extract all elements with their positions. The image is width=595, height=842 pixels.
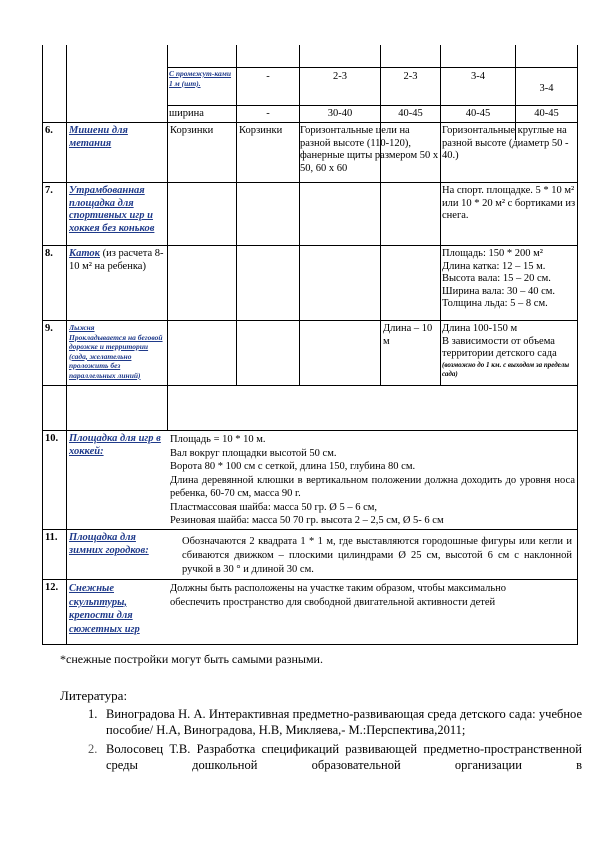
- list-item: [88, 706, 582, 738]
- row-spec: [442, 323, 577, 380]
- spec-line: Площадь: 150 * 200 м²: [442, 248, 543, 259]
- row-cell: Длина – 10 м: [383, 323, 433, 347]
- spec-line: Длина катка: 12 – 15 м.: [442, 260, 546, 272]
- width-value: -: [266, 108, 270, 119]
- spacing-value: 3-4: [539, 83, 554, 94]
- width-value: 40-45: [398, 108, 423, 119]
- spacing-label: С промежут-ками 1 м (шт).: [169, 69, 232, 88]
- row-name: Лыжня: [69, 323, 95, 332]
- row-text: Должны быть расположены на участке таким образом, чтобы максимально обеспечить пространство для свободной двигательной активности детей: [170, 583, 507, 608]
- row-name: Снежные скульптуры, крепости для сюжетных игр: [69, 583, 140, 635]
- row-name: Площадка для зимних городков:: [69, 532, 149, 556]
- row-number: 9.: [45, 323, 53, 334]
- spec-line: Толщина льда: 5 – 8 см.: [442, 298, 548, 310]
- item-text: Волосовец Т.В. Разработка спецификаций развивающей предметно-пространственной среды дошкольной образовательной организации в: [106, 742, 582, 772]
- spec-line: В зависимости от объема территории детского сада: [442, 335, 557, 360]
- text-line: Вал вокруг площадки высотой 50 см.: [170, 447, 337, 459]
- spec-line: (возможно до 1 км. с выходом за пределы сада): [442, 360, 570, 379]
- width-value: 30-40: [327, 108, 353, 119]
- text-line: Пластмассовая шайба: масса 50 гр. Ø 5 – 6 см,: [170, 501, 378, 513]
- row-text: Обозначаются 2 квадрата 1 * 1 м, где выставляются городошные фигуры или кегли и сбиваются движком – плоскими цилиндрами Ø 25 см, высотой 6 см с наклонной ручкой в 30 ° и длиной 30 см.: [182, 536, 572, 575]
- spec-line: Высота вала: 15 – 20 см.: [442, 273, 551, 285]
- row-number: 10.: [45, 433, 59, 444]
- spacing-value: 2-3: [403, 71, 418, 82]
- spec-line: Ширина вала: 30 – 40 см.: [442, 285, 556, 297]
- list-item: [88, 741, 582, 773]
- row-number: 12.: [45, 582, 59, 593]
- width-value: 40-45: [534, 108, 559, 119]
- width-value: 40-45: [465, 108, 491, 119]
- literature-list: [74, 706, 582, 776]
- row-cell: Корзинки: [170, 125, 214, 136]
- row-name-wrap: [69, 248, 165, 273]
- row-name-note: Прокладывается на беговой дорожке и территории (сада, желательно проложить без параллельных линий): [69, 332, 163, 380]
- row-number: 7.: [45, 185, 53, 196]
- text-line: Ворота 80 * 100 см с сеткой, длина 150, глубина 80 см.: [170, 461, 416, 472]
- row-name-note: (из расчета 8-10 м² на ребенка): [69, 248, 164, 272]
- item-number: 2.: [88, 742, 98, 756]
- row-cell: Горизонтальные цели на разной высоте (110-120), фанерные щиты размером 50 х 50, 60 х 60: [300, 125, 439, 174]
- text-line: Резиновая шайба: масса 50 70 гр. высота 2 – 2,5 см, Ø 5- 6 см: [170, 515, 444, 526]
- row-name-wrap: [69, 323, 165, 380]
- row-number: 11.: [45, 532, 58, 543]
- row-name: Мишени для метания: [69, 125, 128, 149]
- row-spec: [442, 248, 577, 311]
- spacing-value: 3-4: [471, 71, 485, 82]
- spec-line: Длина 100-150 м: [442, 323, 518, 334]
- row-name: Утрамбованная площадка для спортивных игр и хоккея без коньков: [69, 185, 155, 234]
- equipment-table: [42, 45, 578, 645]
- footnote: *снежные постройки могут быть самыми разными.: [60, 652, 323, 666]
- text-line: Площадь = 10 * 10 м.: [170, 434, 266, 445]
- row-number: 6.: [45, 125, 53, 136]
- row-name: Каток: [69, 248, 100, 259]
- item-number: 1.: [88, 707, 98, 721]
- width-label: ширина: [169, 108, 204, 119]
- text-line: Длина деревянной клюшки в вертикальном положении должна доходить до уровня носа ребенка, 60-70 см, масса 90 г.: [170, 474, 575, 499]
- spacing-value: -: [266, 71, 270, 82]
- spacing-value: 2-3: [333, 71, 347, 82]
- row-number: 8.: [45, 248, 53, 259]
- row-spec: На спорт. площадке. 5 * 10 м² или 10 * 20 м² с бортиками из снега.: [442, 185, 576, 222]
- row-cell: Корзинки: [239, 125, 283, 136]
- literature-title: Литература:: [60, 688, 128, 703]
- row-text: [170, 433, 575, 528]
- row-cell: Горизонтальные круглые на разной высоте (диаметр 50 - 40.): [442, 125, 569, 162]
- row-name: Площадка для игр в хоккей:: [69, 433, 161, 457]
- item-text: Виноградова Н. А. Интерактивная предметно-развивающая среда детского сада: учебное пособие/ Н.А, Виноградова, Н.В, Микляева,- М.:Перспектива,2011;: [106, 707, 582, 737]
